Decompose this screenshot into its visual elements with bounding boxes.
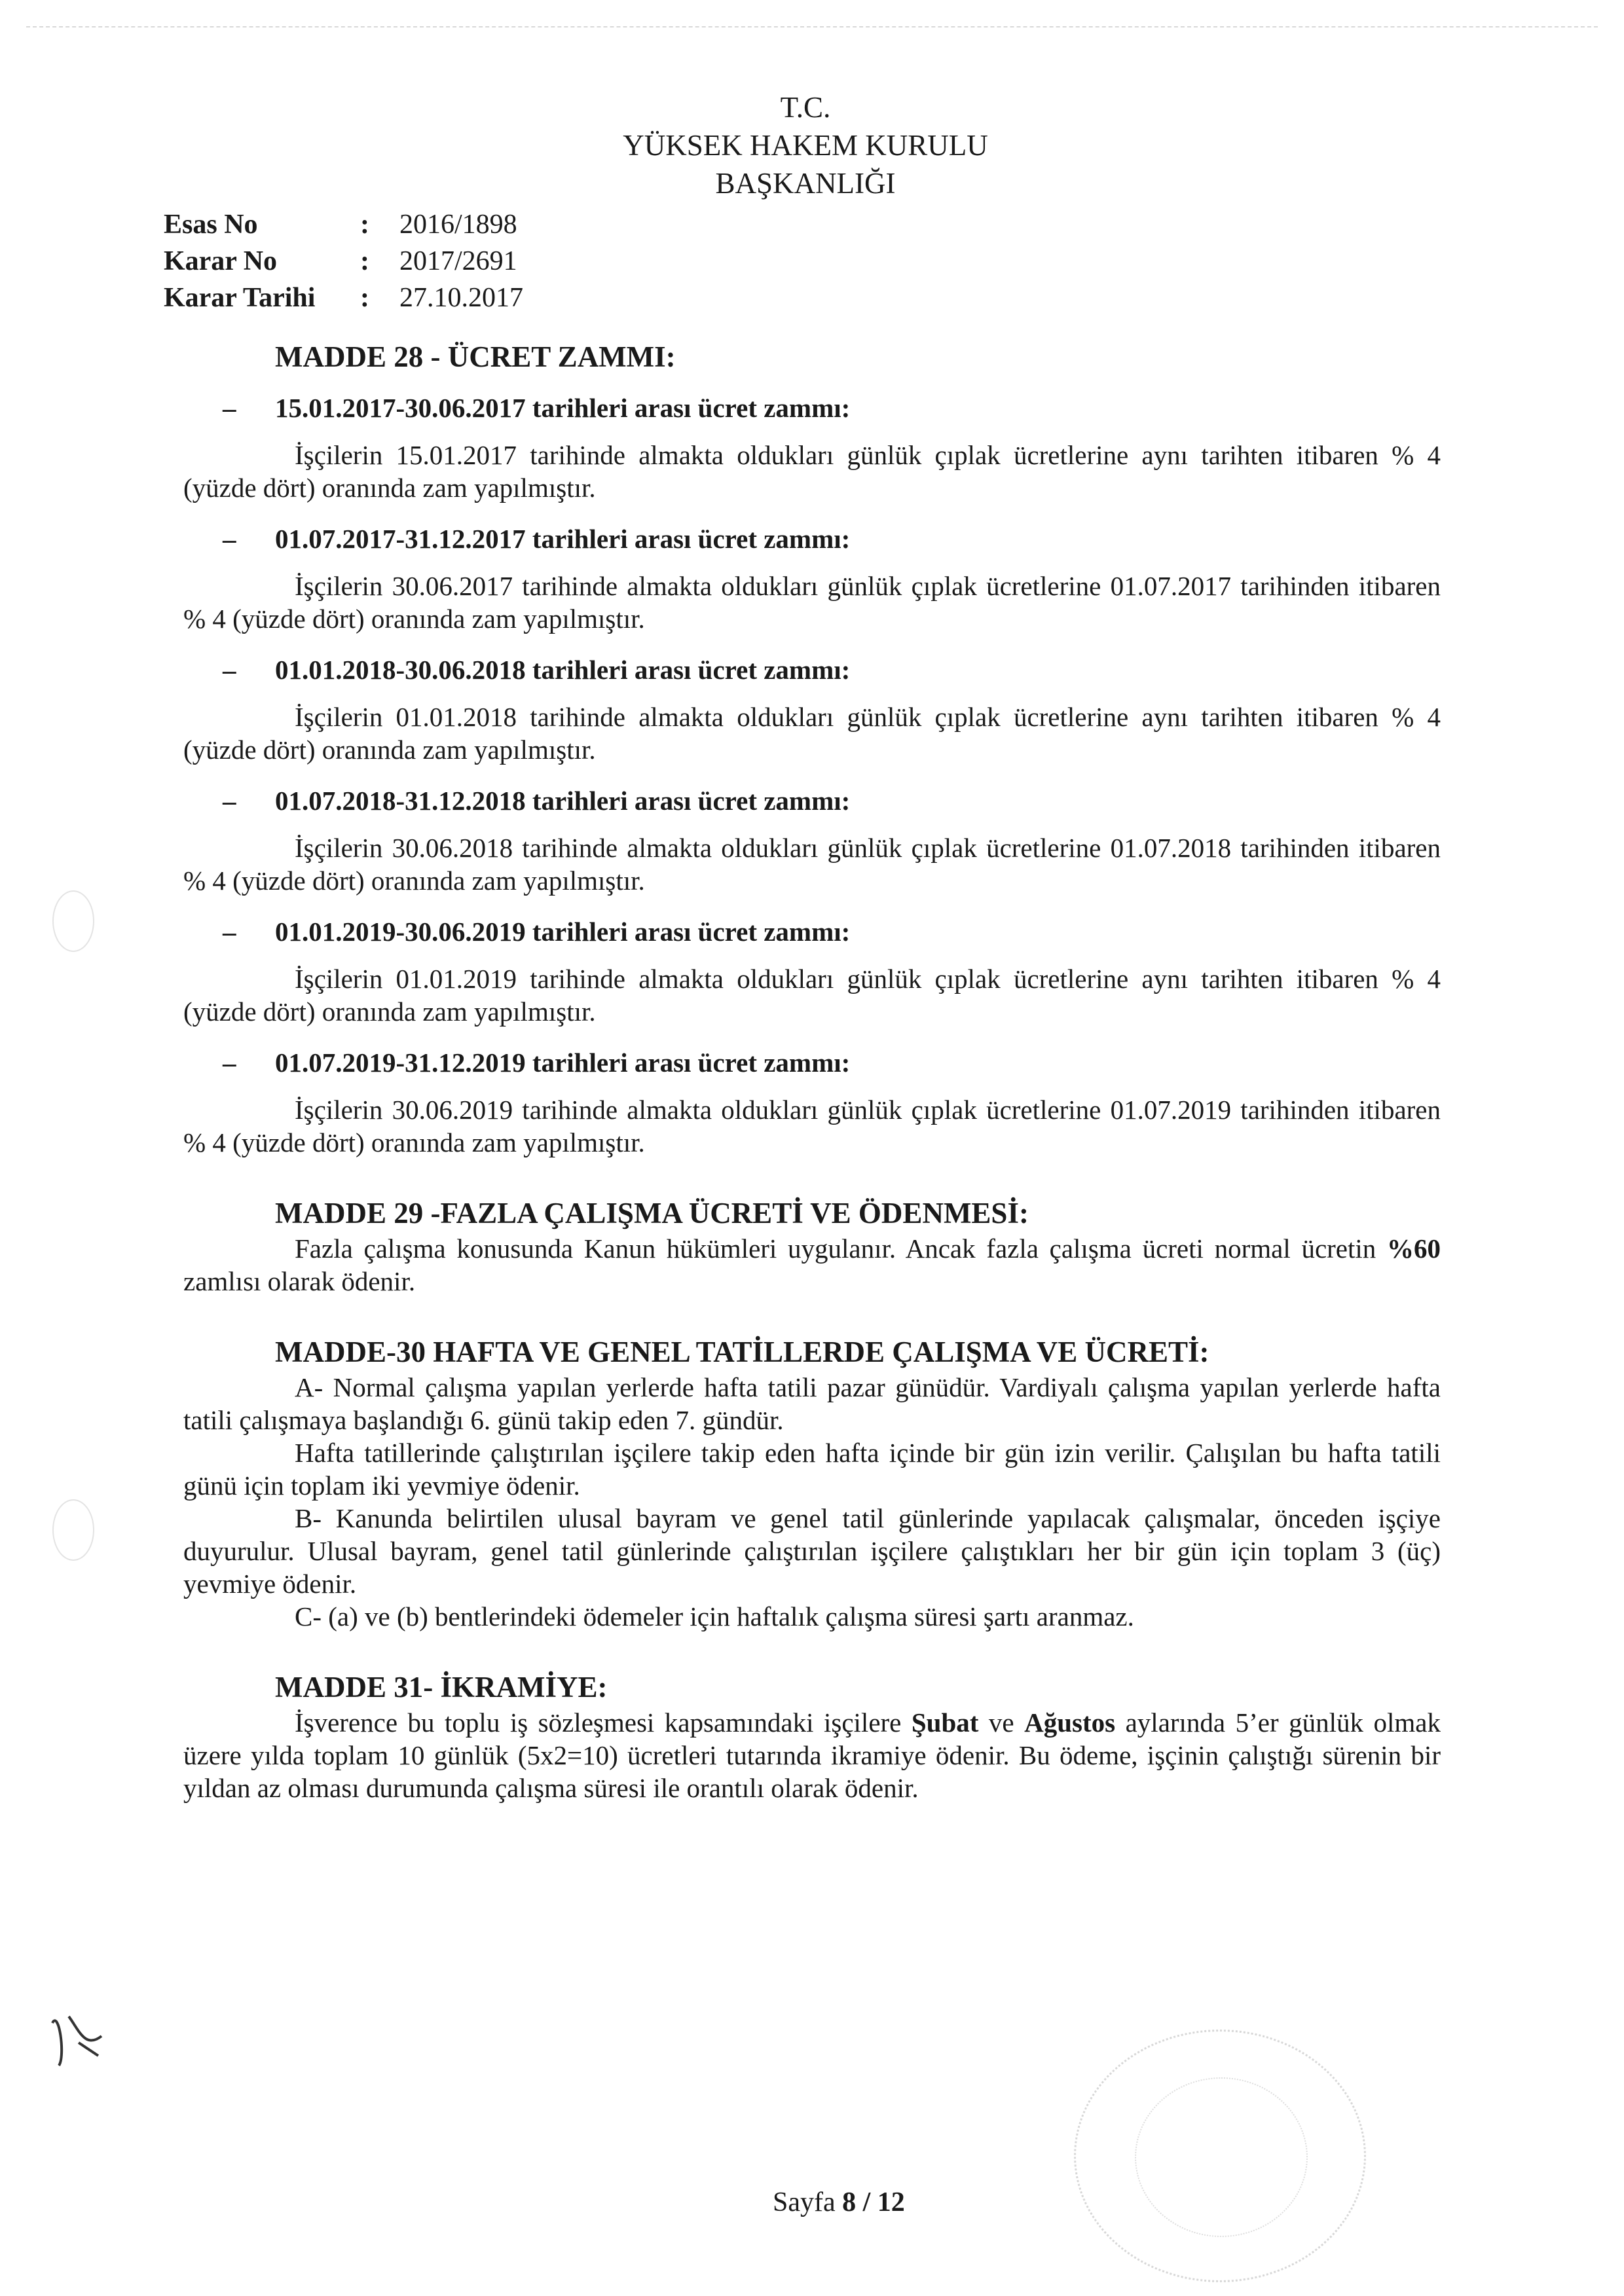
dash-marker: – (223, 393, 236, 423)
header-tc: T.C. (780, 91, 831, 124)
punch-hole-mark (52, 1499, 94, 1561)
seal-inner-ring (1135, 2077, 1308, 2237)
dash-marker: – (223, 917, 236, 947)
article-30-para-a: A- Normal çalışma yapılan yerlerde hafta tatili pazar günüdür. Vardiyalı çalışma yapılan yerlerde hafta tatili çalışmaya başlandığı 6. günü takip eden 7. gündür. (183, 1372, 1441, 1435)
meta-colon: : (360, 210, 369, 240)
article-30-para-hafta: Hafta tatillerinde çalıştırılan işçilere takip eden hafta içinde bir gün izin verilir. Çalışılan bu hafta tatili günü için toplam iki yevmiye ödenir. (183, 1438, 1441, 1501)
meta-label: Karar Tarihi (164, 283, 316, 313)
article-29-text (183, 1232, 1441, 1298)
article-31-text-3: aylarında 5’er günlük olmak üzere yılda toplam 10 günlük (5x2=10) ücretleri tutarında ikramiye ödenir. Bu ödeme, işçinin çalıştığı sürenin bir yıldan az olması durumunda çalışma süresi ile orantılı olarak ödenir. (183, 1707, 1441, 1803)
meta-row-tarih (164, 280, 596, 316)
dash-marker: – (223, 786, 236, 816)
header-institution: YÜKSEK HAKEM KURULU (623, 129, 988, 162)
punch-hole-mark (52, 890, 94, 952)
meta-label: Esas No (164, 210, 258, 240)
period-heading (183, 522, 1441, 555)
period-heading (183, 915, 1441, 948)
article-29-text-after: zamlısı olarak ödenir. (183, 1266, 416, 1296)
period-text: İşçilerin 01.01.2019 tarihinde almakta oldukları günlük çıplak ücretlerine aynı tarihten itibaren % 4 (yüzde dört) oranında zam yapılmıştır. (183, 964, 1441, 1027)
article-31-text-1: İşverence bu toplu iş sözleşmesi kapsamındaki işçilere (295, 1707, 912, 1738)
meta-value: 27.10.2017 (399, 283, 523, 313)
meta-row-karar (164, 243, 596, 280)
page-number: 8 / 12 (842, 2187, 905, 2217)
meta-value: 2017/2691 (399, 246, 517, 276)
period-heading-text: 01.07.2017-31.12.2017 tarihleri arası ücret zammı: (275, 524, 851, 554)
dash-marker: – (223, 655, 236, 685)
article-30-title: MADDE-30 HAFTA VE GENEL TATİLLERDE ÇALIŞMA VE ÜCRETİ: (275, 1336, 1209, 1368)
period-heading-text: 01.01.2018-30.06.2018 tarihleri arası ücret zammı: (275, 655, 851, 685)
article-31-text (183, 1706, 1441, 1804)
article-31-title: MADDE 31- İKRAMİYE: (275, 1671, 608, 1704)
meta-colon: : (360, 246, 369, 276)
period-text: İşçilerin 15.01.2017 tarihinde almakta oldukları günlük çıplak ücretlerine aynı tarihten itibaren % 4 (yüzde dört) oranında zam yapılmıştır. (183, 440, 1441, 503)
meta-row-esas (164, 206, 596, 243)
period-heading-text: 01.07.2018-31.12.2018 tarihleri arası ücret zammı: (275, 786, 851, 816)
article-29-title: MADDE 29 -FAZLA ÇALIŞMA ÜCRETİ VE ÖDENMESİ: (275, 1197, 1029, 1230)
official-seal-icon (1074, 2030, 1366, 2282)
article-29-text-before: Fazla çalışma konusunda Kanun hükümleri uygulanır. Ancak fazla çalışma ücreti normal ücretin (295, 1233, 1387, 1264)
page-label: Sayfa (773, 2187, 843, 2217)
article-30-para-c: C- (a) ve (b) bentlerindeki ödemeler için haftalık çalışma süresi şartı aranmaz. (295, 1601, 1134, 1631)
article-31-month-agustos: Ağustos (1024, 1707, 1116, 1738)
document-header (576, 88, 1035, 202)
article-28-title: MADDE 28 - ÜCRET ZAMMI: (275, 340, 676, 373)
document-body (183, 340, 1441, 1804)
article-31-month-subat: Şubat (911, 1707, 979, 1738)
period-heading (183, 392, 1441, 424)
meta-colon: : (360, 283, 369, 313)
period-text: İşçilerin 01.01.2018 tarihinde almakta oldukları günlük çıplak ücretlerine aynı tarihten itibaren % 4 (yüzde dört) oranında zam yapılmıştır. (183, 702, 1441, 765)
dash-marker: – (223, 1048, 236, 1078)
period-text: İşçilerin 30.06.2017 tarihinde almakta oldukları günlük çıplak ücretlerine 01.07.2017 tarihinden itibaren % 4 (yüzde dört) oranında zam yapılmıştır. (183, 571, 1441, 634)
period-heading (183, 1046, 1441, 1079)
period-text: İşçilerin 30.06.2019 tarihinde almakta oldukları günlük çıplak ücretlerine 01.07.2019 tarihinden itibaren % 4 (yüzde dört) oranında zam yapılmıştır. (183, 1095, 1441, 1157)
article-30-para-b: B- Kanunda belirtilen ulusal bayram ve genel tatil günlerinde yapılacak çalışmalar, önceden işçiye duyurulur. Ulusal bayram, genel tatil günlerinde çalıştırılan işçilere çalıştıkları her bir gün için toplam 3 (üç) yevmiye ödenir. (183, 1503, 1441, 1599)
article-29-rate: %60 (1387, 1233, 1441, 1264)
page-footer (773, 2187, 905, 2218)
period-heading (183, 653, 1441, 686)
handwritten-initials-icon (39, 2003, 118, 2075)
header-department: BAŞKANLIĞI (715, 167, 896, 200)
meta-value: 2016/1898 (399, 210, 517, 240)
article-31-text-2: ve (978, 1707, 1025, 1738)
period-text: İşçilerin 30.06.2018 tarihinde almakta oldukları günlük çıplak ücretlerine 01.07.2018 tarihinden itibaren % 4 (yüzde dört) oranında zam yapılmıştır. (183, 833, 1441, 896)
dash-marker: – (223, 524, 236, 554)
period-heading-text: 01.01.2019-30.06.2019 tarihleri arası ücret zammı: (275, 917, 851, 947)
top-border-line (26, 26, 1598, 27)
period-heading-text: 15.01.2017-30.06.2017 tarihleri arası ücret zammı: (275, 393, 851, 423)
period-heading (183, 784, 1441, 817)
case-metadata (164, 206, 596, 316)
meta-label: Karar No (164, 246, 278, 276)
period-heading-text: 01.07.2019-31.12.2019 tarihleri arası ücret zammı: (275, 1048, 851, 1078)
